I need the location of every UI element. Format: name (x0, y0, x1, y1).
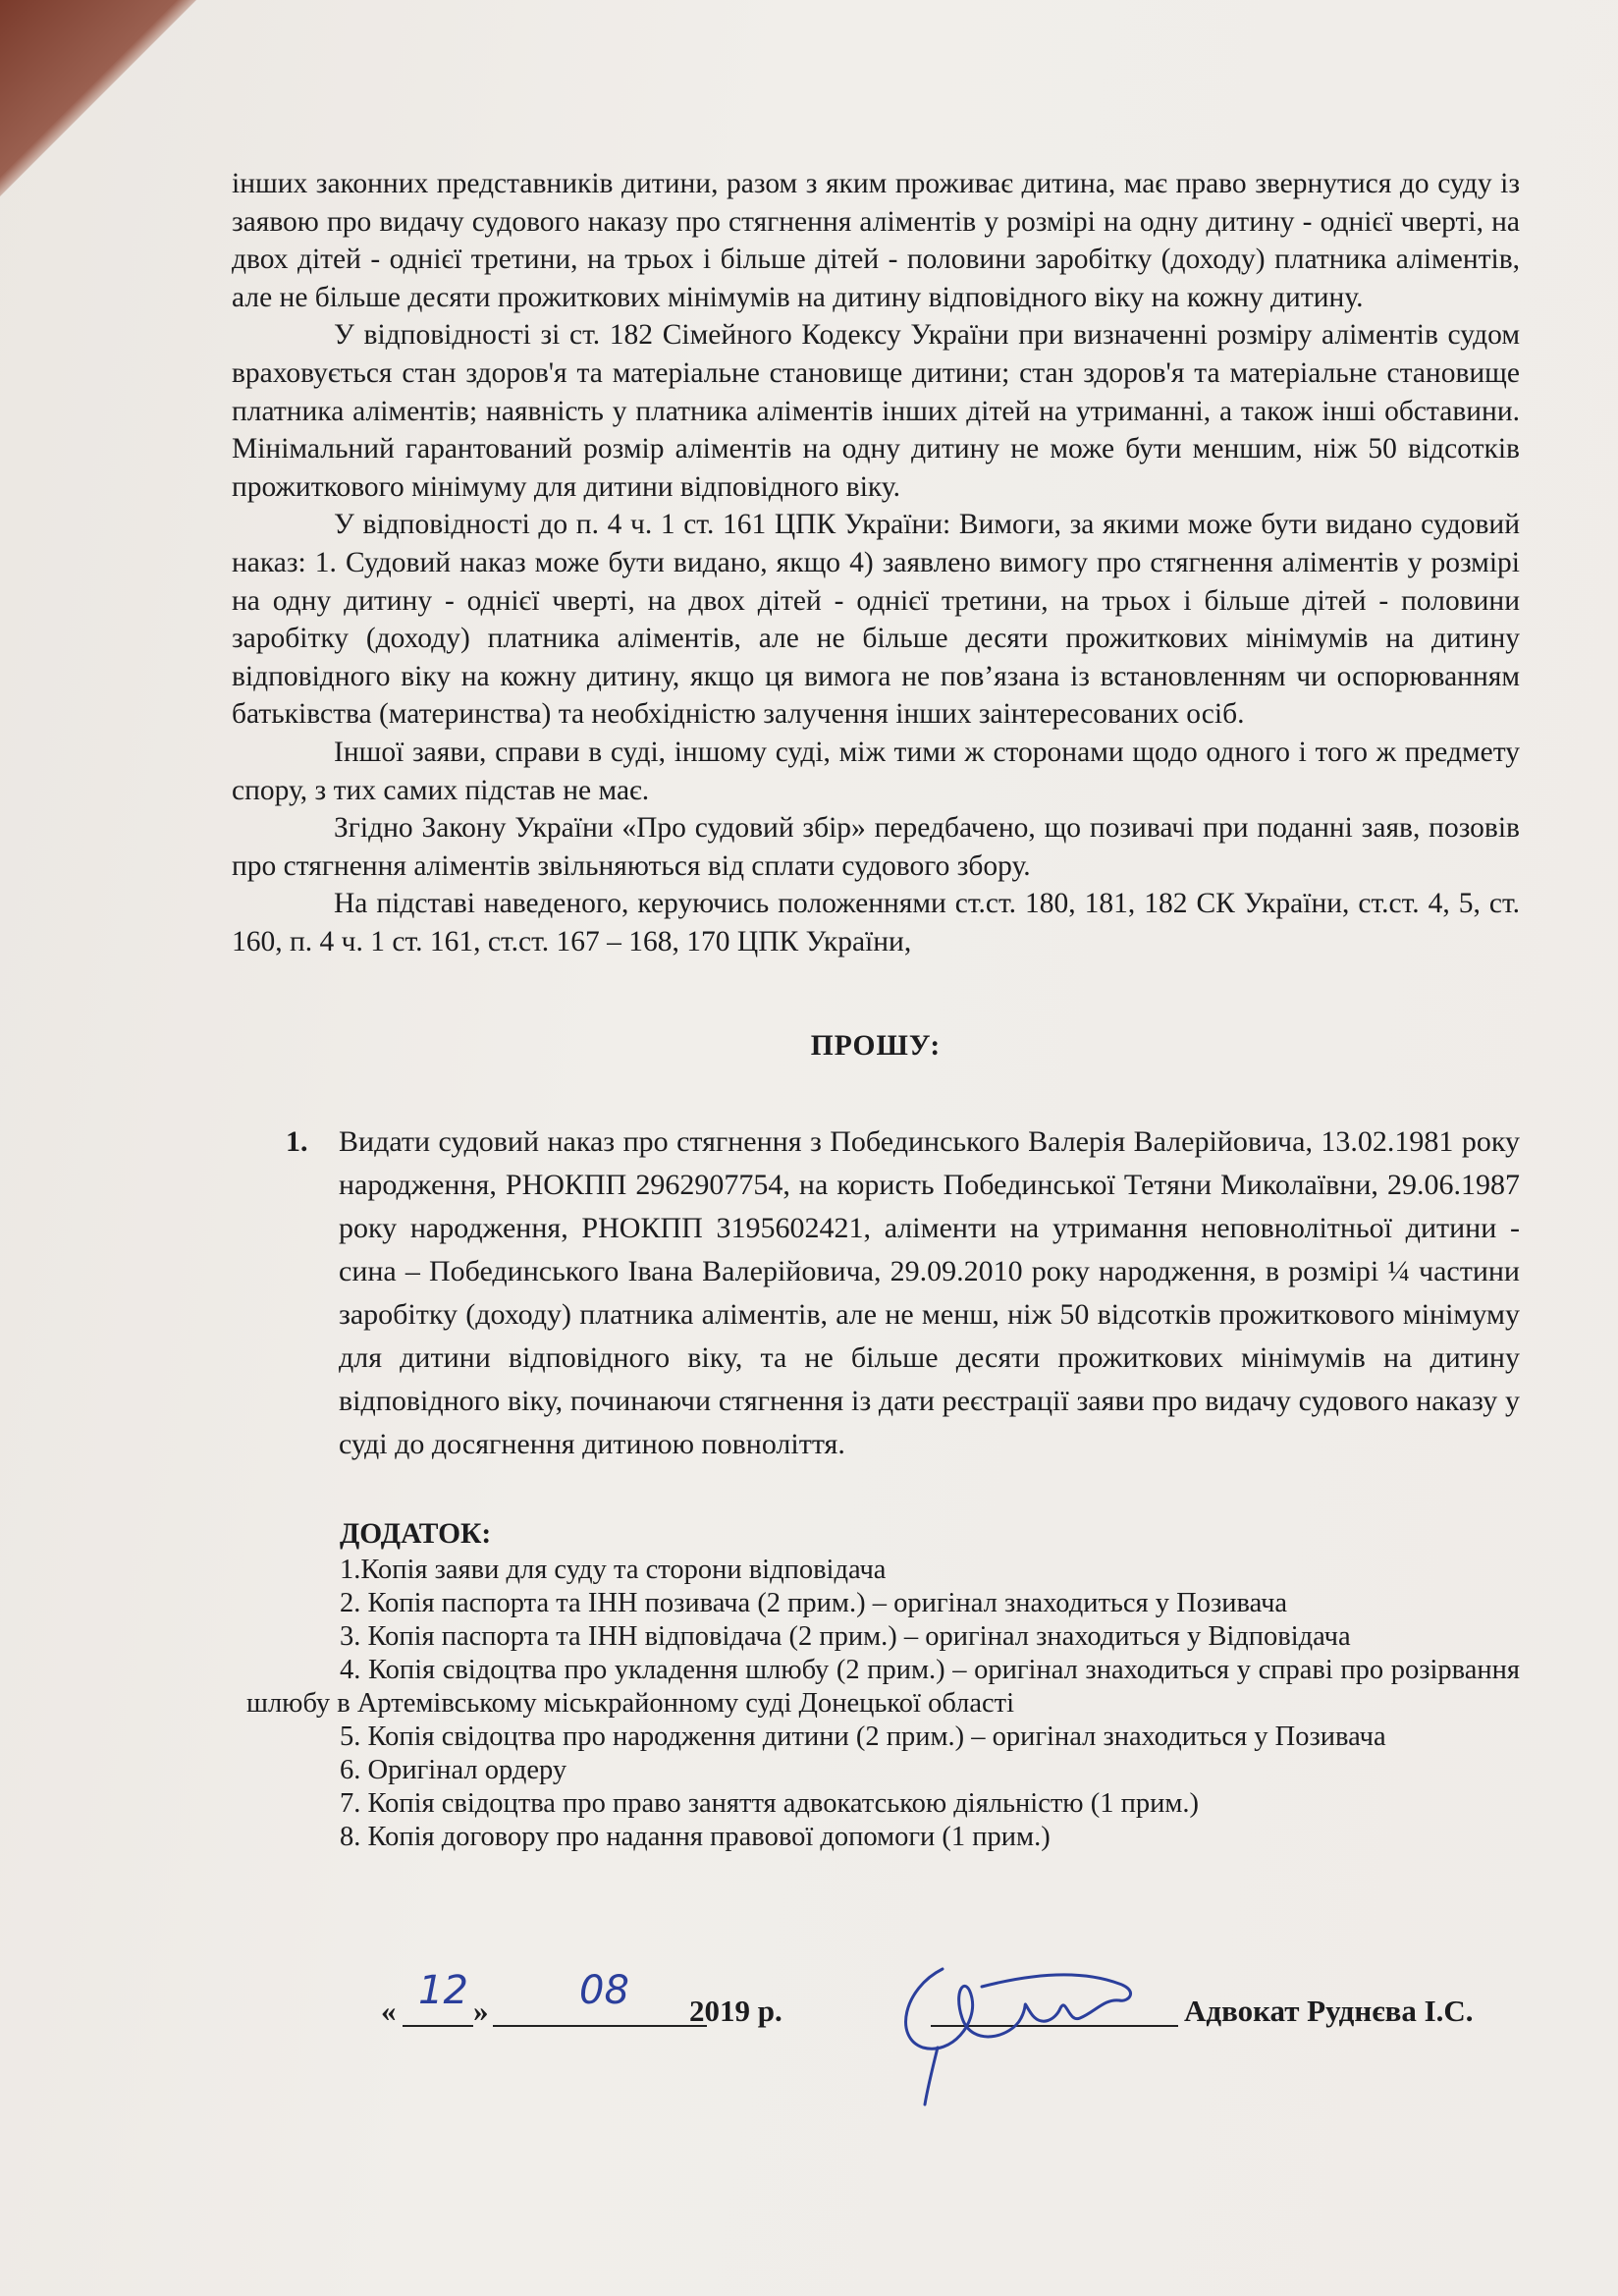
quote-close: » (473, 1994, 489, 2028)
attachment-item: 7. Копія свідоцтва про право заняття адвокатською діяльністю (1 прим.) (340, 1787, 1199, 1819)
paragraph-5: Згідно Закону України «Про судовий збір» передбачено, що позивачі при поданні заяв, позовів про стягнення аліментів звільняються від сплати судового збору. (232, 812, 1520, 882)
attachment-item: 3. Копія паспорта та ІНН відповідача (2 прим.) – оригінал знаходиться у Відповідача (340, 1620, 1351, 1652)
paragraph-6: На підставі наведеного, керуючись положеннями ст.ст. 180, 181, 182 СК України, ст.ст. 4, 5, ст. 160, п. 4 ч. 1 ст. 161, ст.ст. 167 – 168, 170 ЦПК України, (232, 888, 1520, 957)
attachment-item: 6. Оригінал ордеру (340, 1754, 567, 1785)
attachment-item: 5. Копія свідоцтва про народження дитини (2 прим.) – оригінал знаходиться у Позивача (340, 1721, 1386, 1752)
attachment-item: 2. Копія паспорта та ІНН позивача (2 прим.) – оригінал знаходиться у Позивача (340, 1587, 1288, 1618)
paragraph-3: У відповідності до п. 4 ч. 1 ст. 161 ЦПК України: Вимоги, за якими може бути видано судовий наказ: 1. Судовий наказ може бути видано, якщо 4) заявлено вимогу про стягнення аліментів у розмірі на одну дитину - однієї чверті, на двох дітей - однієї третини, на трьох і більше дітей - половини заробітку (доходу) платника аліментів, але не більше десяти прожиткових мінімумів на дитину відповідного віку на кожну дитину, якщо ця вимога не пов’язана із встановленням чи оспорюванням батьківства (материнства) та необхідністю залучення інших заінтересованих осіб. (232, 509, 1520, 731)
handwritten-month: 08 (579, 1968, 629, 2013)
handwritten-signature (884, 1930, 1178, 2106)
request-number: 1. (286, 1125, 308, 1159)
year-label: 2019 р. (689, 1994, 782, 2028)
attachment-item: 1.Копія заяви для суду та сторони відповідача (340, 1554, 887, 1585)
paragraph-1: інших законних представників дитини, разом з яким проживає дитина, має право звернутися до суду із заявою про видачу судового наказу про стягнення аліментів у розмірі на одну дитину - однієї чверті, на двох дітей - однієї третини, на трьох і більше дітей - половини заробітку (доходу) платника аліментів, але не більше десяти прожиткових мінімумів на дитину відповідного віку на кожну дитину. (232, 168, 1520, 313)
request-item (232, 1121, 1520, 1466)
attachment-item: 8. Копія договору про надання правової допомоги (1 прим.) (340, 1821, 1051, 1852)
paragraph-4: Іншої заяви, справи в суді, іншому суді, між тими ж сторонами щодо одного і того ж предмету спору, з тих самих підстав не має. (232, 736, 1520, 806)
attachment-item: 4. Копія свідоцтва про укладення шлюбу (2 прим.) – оригінал знаходиться у справі про розірвання шлюбу в Артемівському міськрайонному суді Донецької області (246, 1654, 1520, 1719)
request-text: Видати судовий наказ про стягнення з Побединського Валерія Валерійовича, 13.02.1981 року народження, РНОКПП 2962907754, на користь Побединської Тетяни Миколаївни, 29.06.1987 року народження, РНОКПП 3195602421, аліменти на утримання неповнолітньої дитини - сина – Побединського Івана Валерійовича, 29.09.2010 року народження, в розмірі ¼ частини заробітку (доходу) платника аліментів, але не менш, ніж 50 відсотків прожиткового мінімуму для дитини відповідного віку, та не більше десяти прожиткових мінімумів на дитину відповідного віку, починаючи стягнення із дати реєстрації заяви про видачу судового наказу у суді до досягнення дитиною повноліття. (339, 1125, 1520, 1461)
quote-open: « (381, 1994, 397, 2028)
paragraph-2: У відповідності зі ст. 182 Сімейного Кодексу України при визначенні розміру аліментів судом враховується стан здоров'я та матеріальне становище дитини; стан здоров'я та матеріальне становище платника аліментів; наявність у платника аліментів інших дітей на утриманні, а також інші обставини. Мінімальний гарантований розмір аліментів на одну дитину не може бути меншим, ніж 50 відсотків прожиткового мінімуму для дитини відповідного віку. (232, 319, 1520, 503)
document-body (232, 165, 1520, 1854)
handwritten-day: 12 (418, 1968, 468, 2013)
month-line (493, 2025, 707, 2027)
request-heading: ПРОШУ: (810, 1030, 942, 1063)
attachments-title: ДОДАТОК: (340, 1518, 492, 1551)
signer-name: Адвокат Руднєва І.С. (1184, 1994, 1474, 2028)
day-line (403, 2025, 473, 2027)
